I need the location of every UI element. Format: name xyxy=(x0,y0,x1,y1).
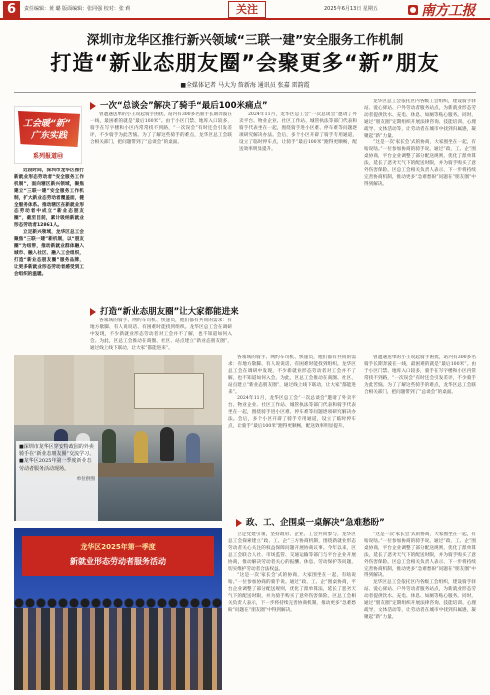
section-heading-1: 一次“总谈会”解决了骑手“最后100米痛点” xyxy=(90,99,268,111)
photo-credit: 单位供图 xyxy=(76,476,95,482)
newspaper-logo xyxy=(408,1,488,18)
logo-icon xyxy=(408,5,418,15)
column-logo-subtitle: 系列报道㊸ xyxy=(32,153,63,160)
article-byline: ■全媒体记者 马大为 詹新海 通讯员 张嘉 雷韵霞 xyxy=(180,82,310,89)
publication-date: 2025年6月13日 星期五 xyxy=(324,6,378,12)
heading-marker-icon xyxy=(90,102,96,110)
photo-caption-text-2: ■龙华区2025年第一季度新业态劳动者服务活动现场。 xyxy=(19,458,92,472)
photo-caption xyxy=(16,441,98,521)
section-heading-3: 政、工、企围桌一桌解决“急难愁盼” xyxy=(236,516,385,528)
logo-text: 南方工报 xyxy=(421,2,475,19)
column-logo xyxy=(14,106,82,164)
section-label: 关注 xyxy=(228,1,266,18)
section-2-text-a: 各领域的骑手、网约车司机、快递员，他们都有共同的需求：有地方歇脚、有人说说话、有困难时能找到组织。龙华区总工会在调研中发现，不少新就业形态劳动者对工会并不了解，也不知道如何入会。为此，区总工会推动在商圈、社区、站点建立“新业态朋友圈”，通过线上线下联动，让大家“都能进来”。 xyxy=(90,318,232,351)
column-logo-line1: 工会暖“新” xyxy=(23,119,71,129)
event-banner-line2: 新就业形态劳动者服务活动 xyxy=(70,557,166,566)
page-number: 6 xyxy=(3,1,20,18)
photo-caption-text-1: ■深圳市龙华区穿安特政园的外卖骑手在“新业态朋友圈”交流学习。 xyxy=(19,444,95,458)
article-kicker: 深圳市龙华区推行新兴领域“三联一建”安全服务工作机制 xyxy=(86,32,404,47)
section-3-text-b: “这是一次‘家长会’式的协商，大家围坐在一起，有啥说啥。”一位参加协商的骑手说。通过“政、工、企”围桌协商，平台企业调整了部分配送规则，优化了派单算法，延长了恶劣天气下的配送时限，并为骑手购买了意外伤害保险。区总工会相关负责人表示，下一步将持续完善协商机制，推动更多“急难愁盼”问题在“朋友圈”中得到解决。 龙华区总工会依托区内各级工会组织，建设骑手驿站、爱心驿站、户外劳动者服务站点，为新就业形态劳动者提供饮水、充电、休息、如厕等贴心服务。同时，通过“朋友圈”定期组织开展法律咨询、技能培训、心理疏导、文体活动等，让劳动者在城市中找到归属感，凝聚起“新”力量。 xyxy=(364,532,476,620)
section-1-text-a: 曾遭遇送单的小王说起骑手困扰，站内有300多名骑手长期奔波在一线，最困难的就是“最后100米”。由于小区门禁、地库入口较多，骑手在写字楼和小区内常常找不到路，“一次误会”有时还会引发差评，不少骑手为此苦恼。为了了解这些骑手的难点，龙华区总工会联合相关部门，把问题带到了“总谈会”的桌面。 xyxy=(90,112,232,145)
column-logo-line2: 广东实践 xyxy=(31,131,68,141)
section-1-text-b: 2024年11月，龙华区总工会“一次总谈会”邀请了外卖平台、物业企业、社区工作站、城管执法等部门代表和骑手代表坐在一起，围绕骑手进小区难、停车难等问题逐项研究解决办法。会后，多个小区开辟了骑手专用通道，设立了临时停车点，让骑手“最后100米”跑得更顺畅，配送效率明显提升。 xyxy=(239,112,357,152)
section-heading-2: 打造“新业态朋友圈”让大家都能进来 xyxy=(90,305,239,317)
section-3-text-a: 立足党建引领，坚持政府、企业、工会共同参与，龙华区总工会探索建立“政、工、企”三方协商机制，围绕新就业形态劳动者关心关注的权益保障问题开展协商议事。今年以来，区总工会联合人社、市场监管、交通运输等部门与平台企业开展协商，推动解决劳动者关心的报酬、休息、劳动保护等问题，切实维护劳动者合法权益。 “这是一次‘家长会’式的协商，大家围坐在一起，有啥说啥。”一位参加协商的骑手说。通过“政、工、企”围桌协商，平台企业调整了部分配送规则，优化了派单算法，延长了恶劣天气下的配送时限，并为骑手购买了意外伤害保险。区总工会相关负责人表示，下一步将持续完善协商机制，推动更多“急难愁盼”问题在“朋友圈”中得到解决。 xyxy=(228,532,356,613)
heading-marker-icon xyxy=(236,519,242,527)
article-headline: 打造“新业态朋友圈”会聚更多“新”朋友 xyxy=(50,51,440,75)
lead-paragraph: 近段时间，深圳市龙华区推行新就业形态劳动者“安全服务工作机制”，面向辖区新兴领域，聚焦建立“三联一建”安全服务工作机制，扩大新业态劳动者覆盖面，健全服务体系。推动辖区在新就业形态劳动者中成立“新业态朋友圈”，截至目前，累计吸纳新就业形态劳动者12861人。 xyxy=(14,168,84,229)
headline-divider xyxy=(14,92,476,93)
lead-text xyxy=(14,168,84,353)
heading-marker-icon xyxy=(90,308,96,316)
editor-credits: 责任编辑：黄 璐 版面编辑：张同强 校对：张 莉 xyxy=(24,6,131,12)
section-2-text-c: 曾遭遇送单的小王说起骑手困扰，站内有300多名骑手长期奔波在一线，最困难的就是“最后100米”。由于小区门禁、地库入口较多，骑手在写字楼和小区内常常找不到路，“一次误会”有时还会引发差评，不少骑手为此苦恼。为了了解这些骑手的难点，龙华区总工会联合相关部门，把问题带到了“总谈会”的桌面。 xyxy=(364,355,476,395)
section-2-text-b: 各领域的骑手、网约车司机、快递员，他们都有共同的需求：有地方歇脚、有人说说话、有困难时能找到组织。龙华区总工会在调研中发现，不少新就业形态劳动者对工会并不了解，也不知道如何入会。为此，区总工会推动在商圈、社区、站点建立“新业态朋友圈”，通过线上线下联动，让大家“都能进来”。 2024年11月，龙华区总工会“一次总谈会”邀请了外卖平台、物业企业、社区工作站、城管执法等部门代表和骑手代表坐在一起，围绕骑手进小区难、停车难等问题逐项研究解决办法。会后，多个小区开辟了骑手专用通道，设立了临时停车点，让骑手“最后100米”跑得更顺畅，配送效率明显提升。 xyxy=(228,355,356,430)
event-banner-line1: 龙华区2025年第一季度 xyxy=(80,543,156,551)
section-1-text-c: 龙华区总工会依托区内各级工会组织，建设骑手驿站、爱心驿站、户外劳动者服务站点，为新就业形态劳动者提供饮水、充电、休息、如厕等贴心服务。同时，通过“朋友圈”定期组织开展法律咨询、技能培训、心理疏导、文体活动等，让劳动者在城市中找到归属感，凝聚起“新”力量。 “这是一次‘家长会’式的协商，大家围坐在一起，有啥说啥。”一位参加协商的骑手说。通过“政、工、企”围桌协商，平台企业调整了部分配送规则，优化了派单算法，延长了恶劣天气下的配送时限，并为骑手购买了意外伤害保险。区总工会相关负责人表示，下一步将持续完善协商机制，推动更多“急难愁盼”问题在“朋友圈”中得到解决。 xyxy=(364,99,476,187)
lead-paragraph: 立足新兴领域，龙华区总工会聚焦“三联一建”新机制，以“朋友圈”为纽带，推动新就业群体融入城市、融入社区、融入工会组织，打造“新业态朋友圈”服务品牌，让更多新就业形态劳动者感受到工会组织的温暖。 xyxy=(14,230,84,277)
article-photo-2 xyxy=(14,528,222,690)
